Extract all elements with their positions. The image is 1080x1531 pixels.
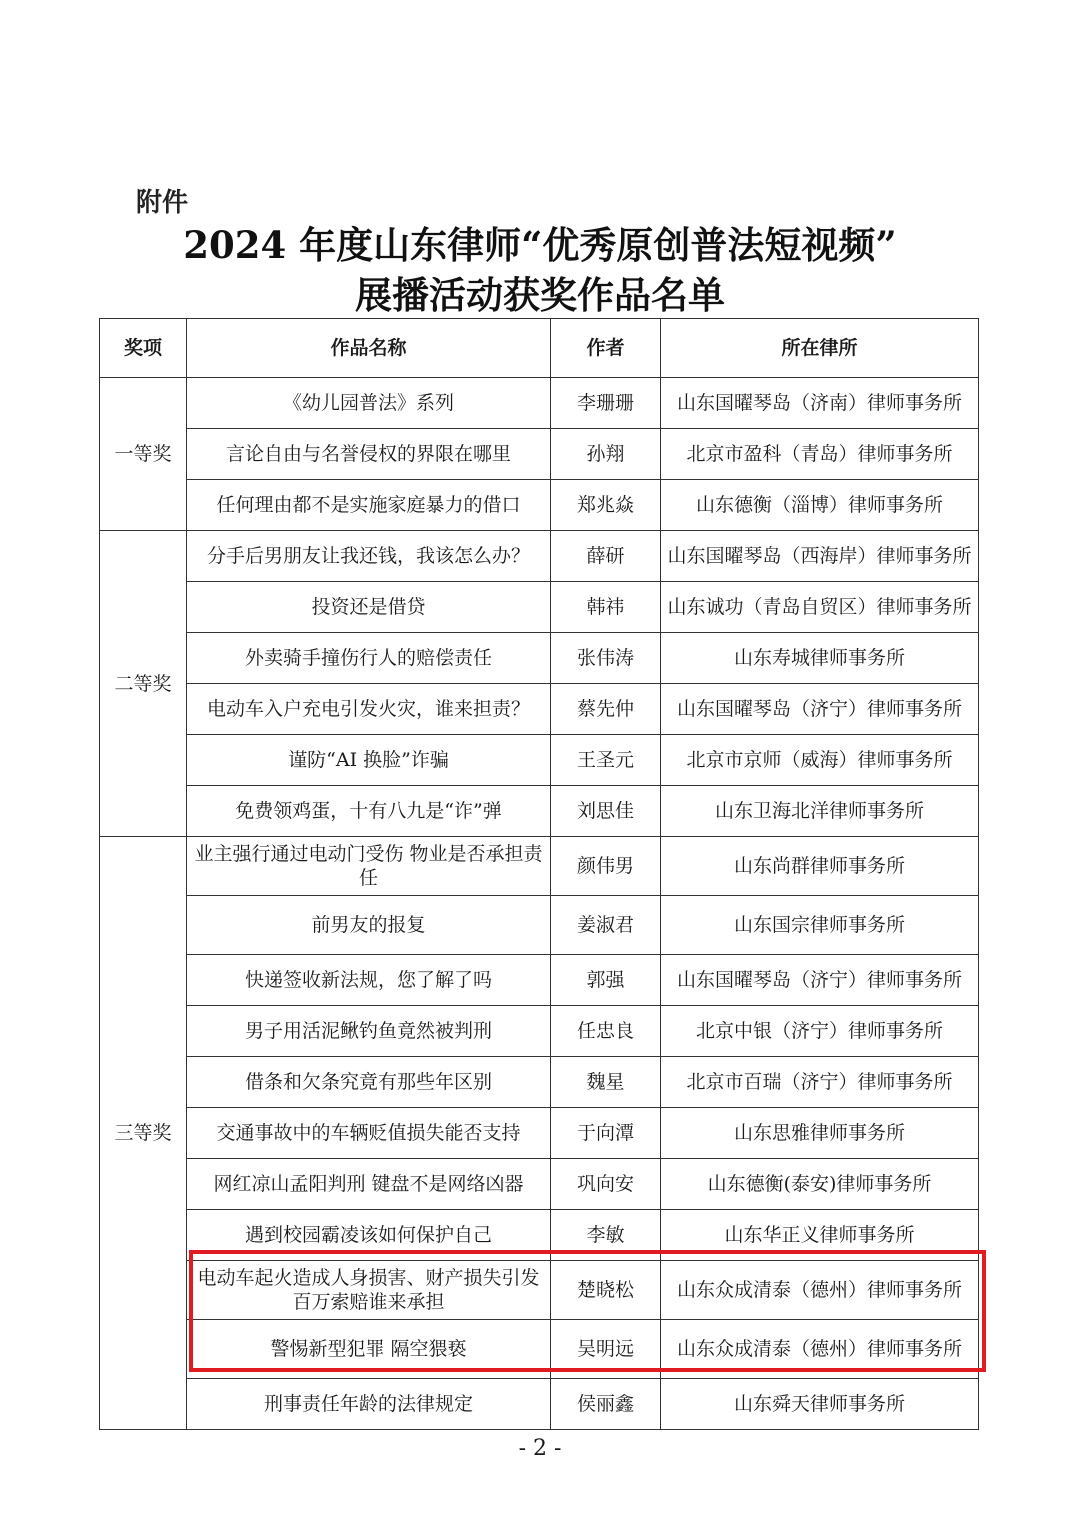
table-row — [100, 633, 979, 684]
work-title: 《幼儿园普法》系列 — [187, 378, 551, 429]
work-title: 投资还是借贷 — [187, 582, 551, 633]
law-firm: 山东卫海北洋律师事务所 — [661, 786, 979, 837]
author-name: 孙翔 — [551, 429, 661, 480]
work-title: 男子用活泥鳅钓鱼竟然被判刑 — [187, 1006, 551, 1057]
author-name: 李珊珊 — [551, 378, 661, 429]
work-title: 外卖骑手撞伤行人的赔偿责任 — [187, 633, 551, 684]
work-title: 业主强行通过电动门受伤 物业是否承担责任 — [187, 837, 551, 896]
table-row — [100, 480, 979, 531]
law-firm: 山东德衡(泰安)律师事务所 — [661, 1159, 979, 1210]
table-row-highlighted — [100, 1320, 979, 1379]
page-number: - 2 - — [518, 1436, 562, 1461]
author-name: 郑兆焱 — [551, 480, 661, 531]
award-level-second: 二等奖 — [100, 531, 187, 837]
law-firm: 北京市京师（威海）律师事务所 — [661, 735, 979, 786]
author-name: 姜淑君 — [551, 896, 661, 955]
title-line-2: 展播活动获奖作品名单 — [355, 273, 725, 317]
author-name: 楚晓松 — [551, 1261, 661, 1320]
law-firm: 山东思雅律师事务所 — [661, 1108, 979, 1159]
author-name: 侯丽鑫 — [551, 1379, 661, 1430]
header-work: 作品名称 — [187, 319, 551, 378]
author-name: 巩向安 — [551, 1159, 661, 1210]
work-title: 网红凉山孟阳判刑 键盘不是网络凶器 — [187, 1159, 551, 1210]
author-name: 任忠良 — [551, 1006, 661, 1057]
law-firm: 山东尚群律师事务所 — [661, 837, 979, 896]
law-firm: 山东国宗律师事务所 — [661, 896, 979, 955]
award-table — [99, 318, 979, 1430]
law-firm: 北京市盈科（青岛）律师事务所 — [661, 429, 979, 480]
work-title: 快递签收新法规，您了解了吗 — [187, 955, 551, 1006]
work-title: 任何理由都不是实施家庭暴力的借口 — [187, 480, 551, 531]
table-row — [100, 378, 979, 429]
work-title: 遇到校园霸凌该如何保护自己 — [187, 1210, 551, 1261]
author-name: 李敏 — [551, 1210, 661, 1261]
table-header-row — [100, 319, 979, 378]
table-row — [100, 684, 979, 735]
table-row — [100, 735, 979, 786]
law-firm: 山东寿城律师事务所 — [661, 633, 979, 684]
author-name: 韩祎 — [551, 582, 661, 633]
author-name: 吴明远 — [551, 1320, 661, 1379]
work-title: 警惕新型犯罪 隔空猥亵 — [187, 1320, 551, 1379]
author-name: 刘思佳 — [551, 786, 661, 837]
table-row — [100, 1379, 979, 1430]
law-firm: 北京中银（济宁）律师事务所 — [661, 1006, 979, 1057]
table-row — [100, 837, 979, 896]
table-row — [100, 429, 979, 480]
author-name: 于向潭 — [551, 1108, 661, 1159]
author-name: 魏星 — [551, 1057, 661, 1108]
author-name: 颜伟男 — [551, 837, 661, 896]
law-firm: 山东华正义律师事务所 — [661, 1210, 979, 1261]
table-row — [100, 1057, 979, 1108]
work-title: 电动车入户充电引发火灾，谁来担责？ — [187, 684, 551, 735]
table-row — [100, 786, 979, 837]
header-author: 作者 — [551, 319, 661, 378]
work-title: 交通事故中的车辆贬值损失能否支持 — [187, 1108, 551, 1159]
award-level-first: 一等奖 — [100, 378, 187, 531]
law-firm: 山东诚功（青岛自贸区）律师事务所 — [661, 582, 979, 633]
law-firm: 山东国曜琴岛（西海岸）律师事务所 — [661, 531, 979, 582]
award-level-third: 三等奖 — [100, 837, 187, 1430]
author-name: 薛研 — [551, 531, 661, 582]
work-title: 刑事责任年龄的法律规定 — [187, 1379, 551, 1430]
work-title: 言论自由与名誉侵权的界限在哪里 — [187, 429, 551, 480]
work-title: 前男友的报复 — [187, 896, 551, 955]
author-name: 张伟涛 — [551, 633, 661, 684]
author-name: 蔡先仲 — [551, 684, 661, 735]
table-row-highlighted — [100, 1261, 979, 1320]
law-firm: 山东众成清泰（德州）律师事务所 — [661, 1320, 979, 1379]
work-title: 免费领鸡蛋，十有八九是“诈”弹 — [187, 786, 551, 837]
table-row — [100, 896, 979, 955]
table-row — [100, 582, 979, 633]
table-row — [100, 1159, 979, 1210]
law-firm: 山东舜天律师事务所 — [661, 1379, 979, 1430]
header-level: 奖项 — [100, 319, 187, 378]
title-line-1: 2024 年度山东律师“优秀原创普法短视频” — [183, 223, 897, 267]
law-firm: 山东国曜琴岛（济南）律师事务所 — [661, 378, 979, 429]
law-firm: 山东德衡（淄博）律师事务所 — [661, 480, 979, 531]
law-firm: 山东国曜琴岛（济宁）律师事务所 — [661, 684, 979, 735]
table-row — [100, 1210, 979, 1261]
work-title: 电动车起火造成人身损害、财产损失引发百万索赔谁来承担 — [187, 1261, 551, 1320]
document-title — [0, 220, 1080, 320]
law-firm: 北京市百瑞（济宁）律师事务所 — [661, 1057, 979, 1108]
table-row — [100, 531, 979, 582]
law-firm: 山东众成清泰（德州）律师事务所 — [661, 1261, 979, 1320]
law-firm: 山东国曜琴岛（济宁）律师事务所 — [661, 955, 979, 1006]
table-row — [100, 1108, 979, 1159]
work-title: 借条和欠条究竟有那些年区别 — [187, 1057, 551, 1108]
author-name: 王圣元 — [551, 735, 661, 786]
table-row — [100, 1006, 979, 1057]
header-firm: 所在律所 — [661, 319, 979, 378]
attachment-label: 附件 — [136, 188, 189, 218]
table-row — [100, 955, 979, 1006]
work-title: 谨防“AI 换脸”诈骗 — [187, 735, 551, 786]
author-name: 郭强 — [551, 955, 661, 1006]
work-title: 分手后男朋友让我还钱，我该怎么办？ — [187, 531, 551, 582]
